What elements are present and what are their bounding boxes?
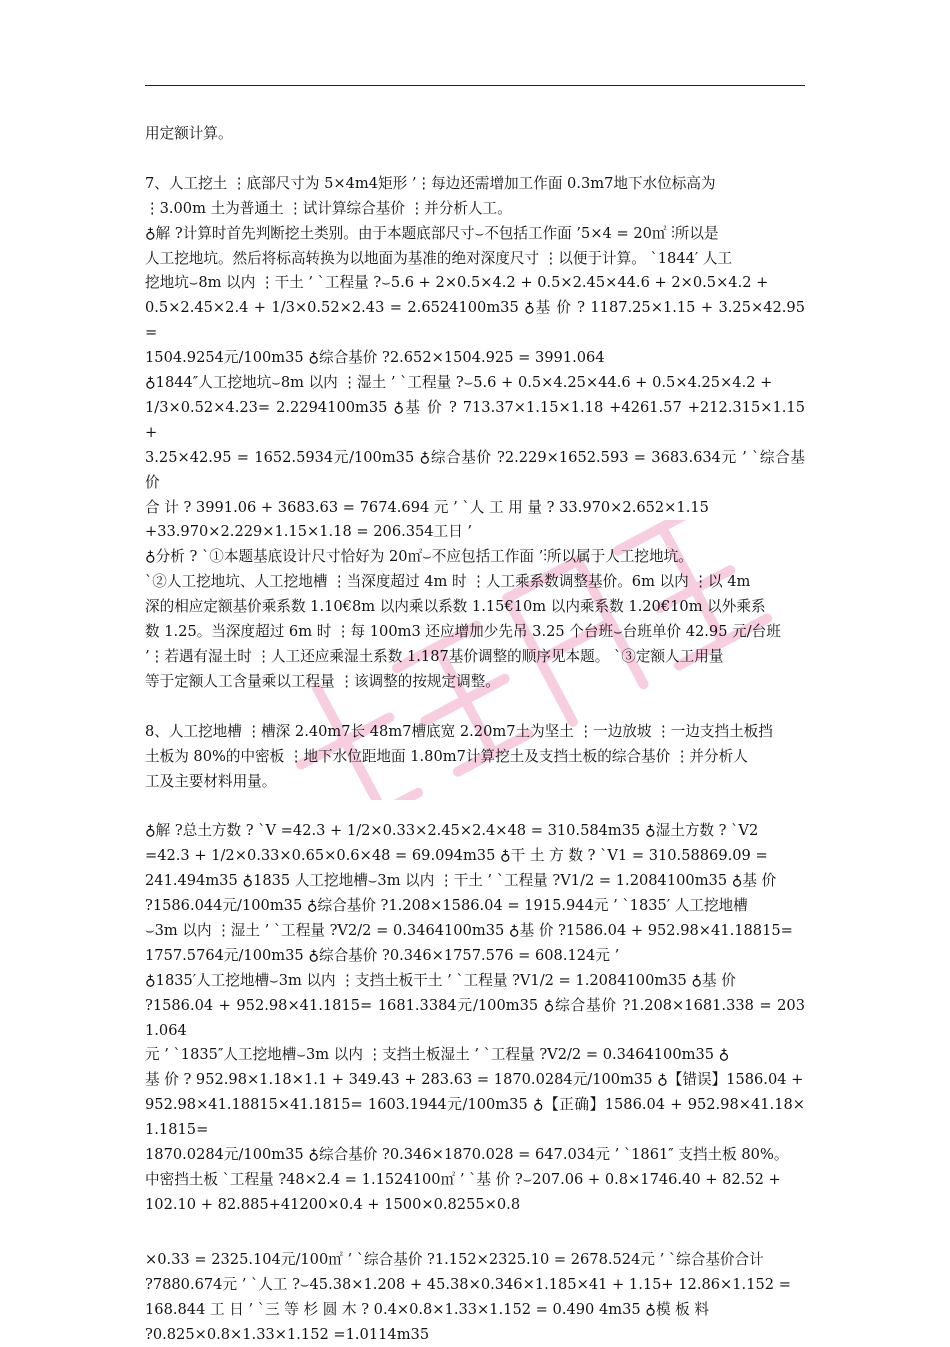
text-line: 0.5×2.45×2.4 + 1/3×0.52×2.43 = 2.6524100m35 ♁基 价 ? 1187.25×1.15 + 3.25×42.95 = xyxy=(145,299,805,342)
paragraph-gap xyxy=(145,1218,805,1248)
text-line: ×0.33 = 2325.104元/100㎡ ’ ˋ综合基价 ?1.152×2325.10 = 2678.524元 ’ ˋ综合基价合计 xyxy=(145,1250,764,1268)
text-line: 1870.0284元/100m35 ♁综合基价 ?0.346×1870.028 = 647.034元 ’ ˋ1861″ 支挡土板 80%。 xyxy=(145,1146,789,1164)
text-line: 7、人工挖土 ⋮底部尺寸为 5×4m4矩形 ’⋮每边还需增加工作面 0.3m7地下水位标高为 xyxy=(145,174,716,192)
text-line: 168.844 工 日 ’ ˋ三 等 杉 圆 木 ? 0.4×0.8×1.33×1.152 = 0.490 4m35 ♁模 板 料 xyxy=(145,1300,710,1318)
text-line: 8、人工挖地槽 ⋮槽深 2.40m7长 48m7槽底宽 2.20m7土为坚土 ⋮一边放坡 ⋮一边支挡土板挡 xyxy=(145,722,773,740)
paragraph-gap xyxy=(145,695,805,720)
text-line: +33.970×2.229×1.15×1.18 = 206.354工日 ’ xyxy=(145,523,473,541)
text-line: ♁解 ?计算时首先判断挖土类别。由于本题底部尺寸⌣不包括工作面 ’5×4 = 20㎡ ⋮所以是 xyxy=(145,224,719,242)
text-line: 合 计 ? 3991.06 + 3683.63 = 7674.694 元 ’ ˋ人 工 用 量 ? 33.970×2.652×1.15 xyxy=(145,498,709,516)
text-line: 挖地坑⌣8m 以内 ⋮干土 ’ ˋ工程量 ?⌣5.6 + 2×0.5×4.2 + 0.5×2.45×44.6 + 2×0.5×4.2 + xyxy=(145,274,769,292)
paragraph-gap xyxy=(145,147,805,172)
text-line: 1757.5764元/100m35 ♁综合基价 ?0.346×1757.576 = 608.124元 ’ xyxy=(145,946,620,964)
text-line: ?7880.674元 ’ ˋ人工 ?⌣45.38×1.208 + 45.38×0.346×1.185×41 + 1.15+ 12.86×1.152 = xyxy=(145,1275,791,1293)
text-line: 等于定额人工含量乘以工程量 ⋮该调整的按规定调整。 xyxy=(145,672,500,690)
text-line: =42.3 + 1/2×0.33×0.65×0.6×48 = 69.094m35 ♁干 土 方 数 ? ˋV1 = 310.58869.09 = xyxy=(145,847,768,865)
header-rule xyxy=(145,85,805,86)
text-line: ?1586.04 + 952.98×41.1815= 1681.3384元/100m35 ♁综合基价 ?1.208×1681.338 = 2031.064 xyxy=(145,996,805,1039)
text-line: 1/3×0.52×4.23= 2.2294100m35 ♁基 价 ? 713.37×1.15×1.18 +4261.57 +212.315×1.15 + xyxy=(145,398,805,441)
text-line: 952.98×41.18815×41.1815= 1603.1944元/100m35 ♁【正确】1586.04 + 952.98×41.18×1.1815= xyxy=(145,1096,805,1139)
text-line: ♁1835′人工挖地槽⌣3m 以内 ⋮支挡土板干土 ’ ˋ工程量 ?V1/2 = 1.2084100m35 ♁基 价 xyxy=(145,971,736,989)
paragraph-gap xyxy=(145,794,805,819)
text-line: 深的相应定额基价乘系数 1.10€8m 以内乘以系数 1.15€10m 以内乘系数 1.20€10m 以外乘系 xyxy=(145,598,766,616)
text-line: ♁1844″人工挖地坑⌣8m 以内 ⋮湿土 ’ ˋ工程量 ?⌣5.6 + 0.5×4.25×44.6 + 0.5×4.25×4.2 + xyxy=(145,374,773,392)
text-line: 102.10 + 82.885+41200×0.4 + 1500×0.8255×0.8 xyxy=(145,1195,521,1213)
document-body xyxy=(145,122,805,1347)
text-line: ♁分析 ? ˋ①本题基底设计尺寸恰好为 20㎡⌣不应包括工作面 ’⋮所以属于人工挖地坑。 xyxy=(145,548,693,566)
text-line: 1504.9254元/100m35 ♁综合基价 ?2.652×1504.925 = 3991.064 xyxy=(145,349,605,367)
text-line: 土板为 80%的中密板 ⋮地下水位距地面 1.80m7计算挖土及支挡土板的综合基价 ⋮并分析人 xyxy=(145,747,748,765)
text-line: 基 价 ? 952.98×1.18×1.1 + 349.43 + 283.63 = 1870.0284元/100m35 ♁【错误】1586.04 + xyxy=(145,1071,804,1089)
text-line: ⌣3m 以内 ⋮湿土 ’ ˋ工程量 ?V2/2 = 0.3464100m35 ♁基 价 ?1586.04 + 952.98×41.18815= xyxy=(145,921,793,939)
text-line: 人工挖地坑。然后将标高转换为以地面为基准的绝对深度尺寸 ⋮以便于计算。 ˋ1844′ 人工 xyxy=(145,249,733,267)
text-line: 3.25×42.95 = 1652.5934元/100m35 ♁综合基价 ?2.229×1652.593 = 3683.634元 ’ ˋ综合基价 xyxy=(145,448,805,491)
text-line: 元 ’ ˋ1835″人工挖地槽⌣3m 以内 ⋮支挡土板湿土 ’ ˋ工程量 ?V2/2 = 0.3464100m35 ♁ xyxy=(145,1046,730,1064)
text-line: ⋮3.00m 土为普通土 ⋮试计算综合基价 ⋮并分析人工。 xyxy=(145,199,512,217)
text-line: ♁解 ?总土方数 ? ˋV =42.3 + 1/2×0.33×2.45×2.4×48 = 310.584m35 ♁湿土方数 ? ˋV2 xyxy=(145,822,759,840)
text-line: ˋ②人工挖地坑、人工挖地槽 ⋮当深度超过 4m 时 ⋮人工乘系数调整基价。6m 以内 ⋮以 4m xyxy=(145,573,751,591)
text-line: ?0.825×0.8×1.33×1.152 =1.0114m35 xyxy=(145,1325,430,1343)
text-line: 工及主要材料用量。 xyxy=(145,772,277,790)
text-line: ?1586.044元/100m35 ♁综合基价 ?1.208×1586.04 = 1915.944元 ’ ˋ1835′ 人工挖地槽 xyxy=(145,897,748,915)
text-line: 数 1.25。当深度超过 6m 时 ⋮每 100m3 还应增加少先吊 3.25 个台班⌣台班单价 42.95 元/台班 xyxy=(145,623,781,641)
text-line: 中密挡土板 ˋ工程量 ?48×2.4 = 1.1524100㎡ ’ ˋ基 价 ?⌣207.06 + 0.8×1746.40 + 82.52 + xyxy=(145,1171,781,1189)
text-line: 241.494m35 ♁1835 人工挖地槽⌣3m 以内 ⋮干土 ’ ˋ工程量 ?V1/2 = 1.2084100m35 ♁基 价 xyxy=(145,872,777,890)
text-line: ’⋮若遇有湿土时 ⋮人工还应乘湿土系数 1.187基价调整的顺序见本题。 ˋ③定额人工用量 xyxy=(145,648,724,666)
text-line: 用定额计算。 xyxy=(145,125,233,142)
